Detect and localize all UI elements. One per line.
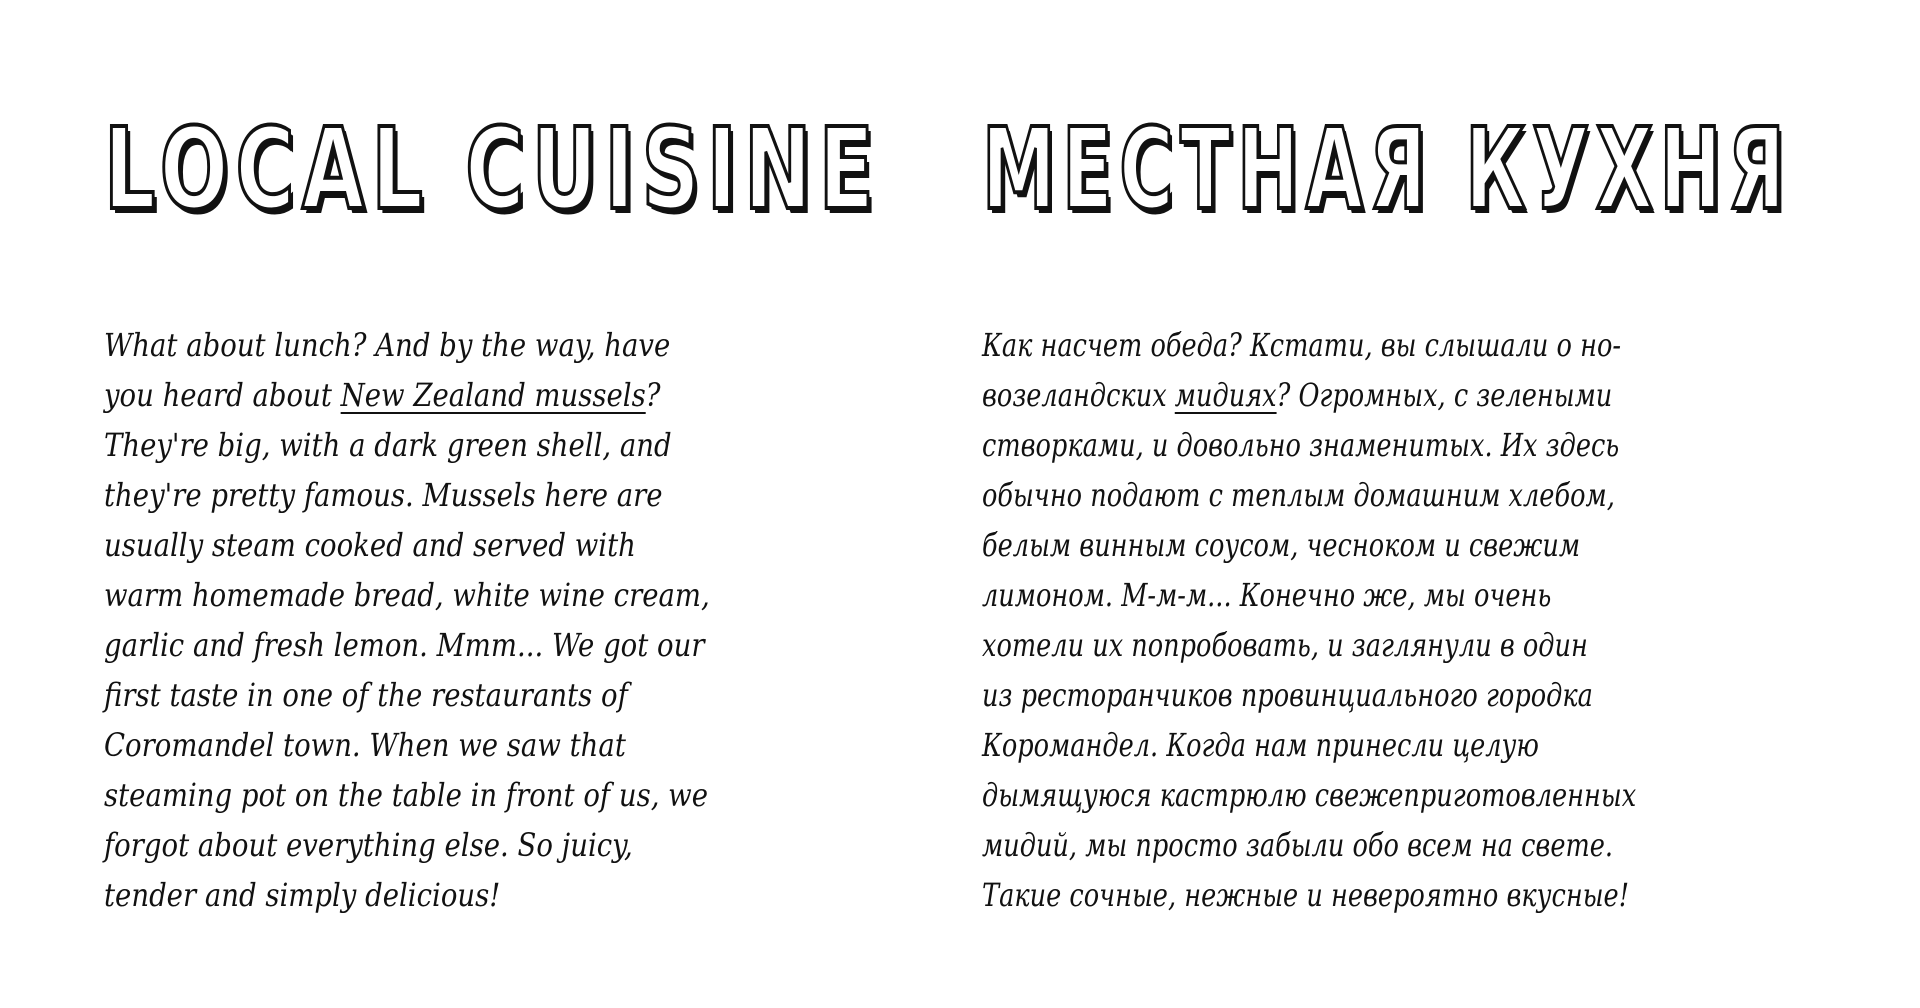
russian-line: створками, и довольно знаменитых. Их здесь — [982, 426, 1620, 464]
mussels-link-ru[interactable]: мидиях — [1174, 376, 1277, 414]
russian-line: возеландских мидиях? Огромных, с зелеными — [982, 376, 1613, 414]
english-line: first taste in one of the restaurants of — [104, 676, 628, 714]
english-line: What about lunch? And by the way, have — [104, 326, 671, 364]
russian-line: хотели их попробовать, и заглянули в один — [982, 626, 1588, 664]
english-line: warm homemade bread, white wine cream, — [104, 576, 710, 614]
russian-title: МЕСТНАЯ КУХНЯ — [982, 105, 1792, 235]
english-line: Coromandel town. When we saw that — [104, 726, 626, 764]
russian-line: Как насчет обеда? Кстати, вы слышали о но- — [982, 326, 1621, 364]
russian-line: лимоном. М-м-м... Конечно же, мы очень — [982, 576, 1552, 614]
russian-line: белым винным соусом, чесноком и свежим — [982, 526, 1581, 564]
russian-line: дымящуюся кастрюлю свежеприготовленных — [982, 776, 1637, 814]
english-line: usually steam cooked and served with — [104, 526, 636, 564]
english-line: They're big, with a dark green shell, and — [104, 426, 672, 464]
russian-body — [982, 320, 1842, 920]
new-zealand-mussels-link[interactable]: New Zealand mussels — [340, 376, 646, 414]
english-line: steaming pot on the table in front of us, we — [104, 776, 709, 814]
english-title: LOCAL CUISINE — [104, 105, 882, 235]
english-body — [104, 320, 804, 920]
english-line: garlic and fresh lemon. Mmm... We got our — [104, 626, 705, 664]
english-line: they're pretty famous. Mussels here are — [104, 476, 663, 514]
english-line: forgot about everything else. So juicy, — [104, 826, 633, 864]
russian-line: обычно подают с теплым домашним хлебом, — [982, 476, 1615, 514]
english-line: you heard about New Zealand mussels? — [104, 376, 661, 414]
russian-line: Такие сочные, нежные и невероятно вкусные! — [982, 876, 1629, 914]
russian-line: мидий, мы просто забыли обо всем на свете. — [982, 826, 1614, 864]
english-line: tender and simply delicious! — [104, 876, 501, 914]
russian-line: Коромандел. Когда нам принесли целую — [982, 726, 1539, 764]
russian-line: из ресторанчиков провинциального городка — [982, 676, 1593, 714]
